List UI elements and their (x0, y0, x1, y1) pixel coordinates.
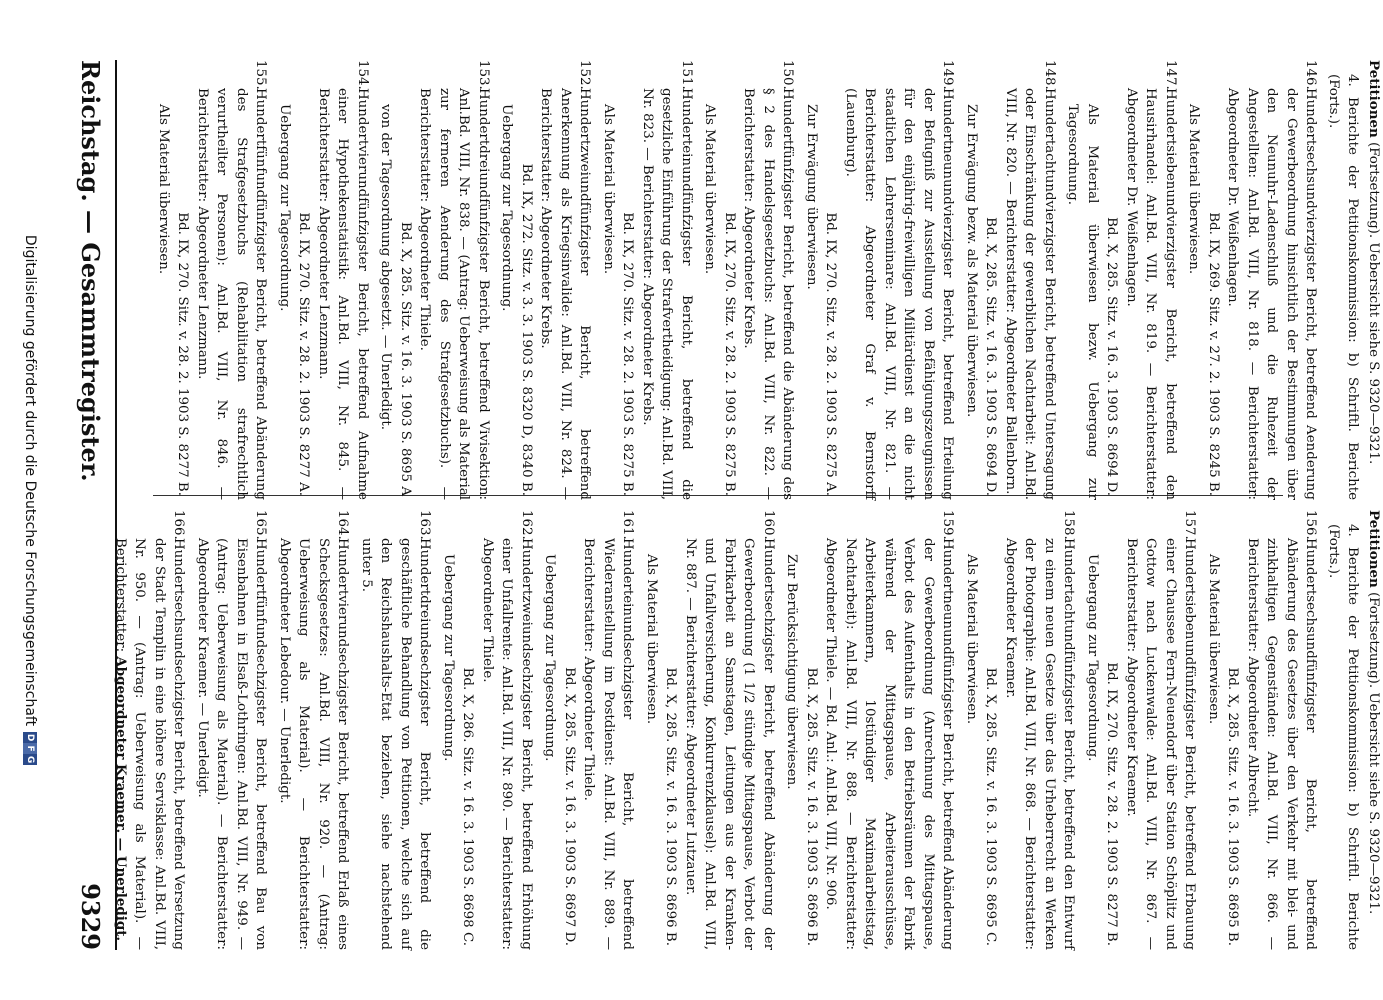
section-title (1364, 60, 1383, 500)
entry-decision: Als Material überwiesen. (601, 104, 616, 275)
entry-body: Hundertsiebenundvierzigster Bericht, betreffend den Hausirhandel: Anl.Bd. VIII, Nr. 819. — Berichterstatter: Abgeordneter Dr. Weißenhagen. (1124, 88, 1178, 500)
petition-entry (1083, 510, 1200, 950)
entry-text (841, 88, 958, 500)
entry-number: 147. (1163, 60, 1178, 90)
entry-number: 151. (679, 60, 694, 90)
entry-text (415, 88, 493, 500)
entry-reference: Bd. X, 285. Sitz. v. 16. 3. 1903 S. 8694 D. (1104, 217, 1120, 496)
entry-body: Hundertsechsundvierzigster Bericht, betreffend Aenderung der Gewerbeordnung hinsichtlich der Bestimmungen über den Neunuhr-Ladenschluß und die Ruhezeit der Angestellten: Anl.Bd. VIII, Nr. 818. — Berichterstatter: Abgeordneter Dr. Weißenhagen. (1225, 88, 1319, 500)
entry-decision: Uebergang zur Tagesordnung. (441, 554, 456, 762)
entry-reference: Bd. IX, 270. Sitz. v. 28. 2. 1903 S. 8277 B. (175, 212, 191, 496)
entry-body: Hundertvierundsechzigster Bericht, betreffend Erlaß eines Schecksgesetzes: Anl.Bd. VIII, Nr. 920. — (Antrag: Ueberweisung als Material). — Berichterstatter: Abgeordneter Lebedour. — Unerledigt. (277, 538, 351, 950)
petition-entry (782, 510, 958, 950)
entry-text (111, 538, 189, 950)
entry-text (1001, 538, 1079, 950)
entry-body: Hundertneunundvierzigster Bericht, betreffend Erteilung der Befugniß zur Ausstellung von Befähigungszeugnissen für den einjährig-freiwilligen Militärdienst an die nicht staatlichen Lehrerseminare: Anl.Bd. VIII, Nr. 821. — Berichterstatter: Abgeordneter Graf v. Bernstorff (Lauenburg). (843, 88, 956, 500)
entry-number: 162. (519, 510, 534, 540)
entry-number: 152. (577, 60, 593, 90)
page-header (71, 60, 111, 950)
entry-reference: Bd. IX, 270. Sitz. v. 28. 2. 1903 S. 8275 A. (823, 212, 839, 496)
entry-reference: Bd. IX, 269. Sitz. v. 27. 2. 1903 S. 8245 B. (1206, 212, 1221, 496)
entry-body: Hundertsechsundfünfzigster Bericht, betreffend Abänderung des Gesetzes über den Verkehr mit blei- und zinkhaltigen Gegenständen: Anl.Bd. VIII, Nr. 866. — Berichterstatter: Abgeordneter Albrecht. (1245, 538, 1319, 950)
petition-entry (700, 60, 798, 500)
petition-entry (111, 510, 189, 950)
right-column (113, 510, 1383, 950)
entry-text (536, 88, 595, 500)
entry-number: 164. (335, 510, 351, 540)
petition-entry (1184, 60, 1321, 500)
entry-text (1243, 538, 1321, 950)
entry-number: 166. (171, 510, 187, 540)
entry-decision: Uebergang zur Tagesordnung. (499, 104, 515, 312)
running-title: Reichstag. — Gesammtregister. (76, 60, 106, 482)
footer (17, 0, 43, 1000)
entry-number: 158. (1061, 510, 1077, 540)
petition-entry (275, 510, 353, 950)
entry-number: 157. (1182, 510, 1198, 540)
section-title-bold: Petitionen (1366, 510, 1382, 588)
entry-text (1122, 538, 1200, 950)
entry-decision: Als Material überwiesen. (156, 104, 171, 275)
entry-decision: Als Material überwiesen bezw. Uebergang zur Tagesordnung. (1065, 104, 1100, 500)
entry-reference: Bd. X, 285. Sitz. v. 16. 3. 1903 S. 8697 D. (562, 667, 577, 946)
entry-body: Hundertfünfundsechzigster Bericht, betreffend Bau von Eisenbahnen in Elsaß-Lothringen: Anl.Bd. VIII, Nr. 949. — (Antrag: Ueberweisung als Material). — Berichterstatter: Abgeordneter Kraemer. — Unerledigt. (195, 538, 269, 950)
entry-body: Hundertfünfzigster Bericht, betreffend die Abänderung des § 2 des Handelsgesetzbuchs: Anl.Bd. VIII, Nr. 822. — Berichterstatter: Abgeordneter Krebs. (741, 88, 796, 500)
entry-reference: Bd. IX, 272. Sitz. v. 3. 3. 1903 S. 8320 D, 8340 B. (519, 163, 534, 496)
entry-decision: Zur Erwägung überwiesen. (804, 104, 819, 290)
entry-text (1122, 88, 1181, 500)
entry-number: 150. (780, 60, 796, 90)
petition-entry (439, 510, 537, 950)
entry-text (275, 538, 353, 950)
entry-decision: Zur Berücksichtigung überwiesen. (784, 554, 800, 790)
petition-entry (540, 510, 638, 950)
petition-entry (193, 510, 271, 950)
entry-reference: Bd. X, 285. Sitz. v. 16. 3. 1903 S. 8696 B. (804, 667, 819, 946)
dfg-logo (23, 732, 37, 765)
entry-decision: Als Material überwiesen. (964, 554, 979, 725)
entry-number: 148. (1042, 60, 1057, 90)
entry-number: 146. (1303, 60, 1319, 90)
section-subtitle: 4. Berichte der Petitionskommission: b) Schriftl. Berichte (Forts.). (1326, 524, 1361, 950)
entry-reference: Bd. IX, 270. Sitz. v. 28. 2. 1903 S. 8277 B. (1104, 662, 1120, 946)
section-title-bold: Petitionen (1366, 60, 1382, 138)
entry-decision: Uebergang zur Tagesordnung. (1085, 554, 1100, 762)
entry-text (638, 88, 697, 500)
petition-entry (962, 510, 1079, 950)
entry-number: 163. (417, 510, 433, 540)
entry-number: 149. (940, 60, 956, 90)
section-title-rest: (Fortsetzung). Uebersicht siehe S. 9320—9321. (1366, 587, 1381, 915)
entry-text (579, 538, 638, 950)
entry-reference: Bd. X, 285. Sitz. v. 16. 3. 1903 S. 8695 A (398, 221, 413, 496)
entry-decision: Als Material überwiesen. (1206, 554, 1221, 725)
petition-entry (376, 60, 493, 500)
petition-entry (962, 60, 1060, 500)
entry-text (739, 88, 798, 500)
entry-decision: Als Material überwiesen. (644, 554, 659, 725)
entry-text (1001, 88, 1060, 500)
petition-entry (1063, 60, 1180, 500)
entry-body: Hundertachtundvierzigster Bericht, betreffend Untersagung oder Einschränkung der gewerblichen Nachtarbeit: Anl.Bd. VIII, Nr. 820. — Berichterstatter: Abgeordneter Ballenborn. (1003, 88, 1057, 500)
entry-decision: Uebergang zur Tagesordnung. (542, 554, 558, 762)
entry-decision: Als Material überwiesen. (702, 104, 718, 275)
entry-text (357, 538, 435, 950)
petition-entry (1204, 510, 1321, 950)
entry-body: Hundertsechzigster Bericht, betreffend Abänderung der Gewerbeordnung (1 1/2 stündige Mittagspause, Verbot der Fabrikarbeit an Samstagen, Leitungen aus der Kranken- und Unfallversicherung, Konkurrenzklausel): Anl.Bd. VIII, Nr. 887. — Berichterstatter: Abgeordneter Lutzauer. (683, 538, 776, 950)
entry-reference: Bd. IX, 270. Sitz. v. 28. 2. 1903 S. 8277 A. (296, 212, 312, 496)
entry-list (111, 510, 1321, 950)
entry-number: 153. (476, 60, 491, 90)
entry-reference: Bd. X, 286. Sitz. v. 16. 3. 1903 S. 8698 C. (460, 667, 476, 946)
petition-entry (599, 60, 697, 500)
entry-body: Hundertfünfundfünfzigster Bericht, betreffend Abänderung des Strafgesetzbuchs (Rehabilitation strafrechtlich verurtheilter Personen): Anl.Bd. VIII, Nr. 846. — Berichterstatter: Abgeordneter Lenzmann. (195, 88, 269, 500)
entry-body: Hundertzweiundsechzigster Bericht, betreffend Erhöhung einer Unfallrente: Anl.Bd. VIII, Nr. 890. — Berichterstatter: Abgeordneter Thiele. (480, 538, 534, 950)
entry-text (193, 538, 271, 950)
entry-decision: von der Tagesordnung abgesetzt. — Unerledigt. (378, 104, 394, 430)
entry-body: Hunderteinundsechzigster Bericht, betreffend Wiederanstellung im Postdienst: Anl.Bd. VIII, Nr. 889. — Berichterstatter: Abgeordneter Thiele. (581, 538, 636, 950)
entry-decision: Zur Erwägung bezw. als Material überwiesen. (964, 104, 979, 418)
entry-reference: Bd. IX, 270. Sitz. v. 28. 2. 1903 S. 8275 B. (620, 212, 636, 496)
entry-number: 155. (253, 60, 269, 90)
entry-number: 165. (253, 510, 269, 540)
entry-body: Hundertzweiundfünfzigster Bericht, betreffend Anerkennung als Kriegsinvalide: Anl.Bd. VIII, Nr. 824. — Berichterstatter: Abgeordneter Krebs. (538, 88, 593, 500)
petition-entry (154, 60, 271, 500)
logo-letter-g: G (25, 755, 35, 764)
entry-text (681, 538, 779, 950)
petition-entry (357, 510, 435, 950)
entry-body: Hundertachtundfünfzigster Bericht, betreffend den Entwurf zu einem neuen Gesetze über das Urheberrecht an Werken der Photographie: Anl.Bd. VIII, Nr. 868. — Berichterstatter: Abgeordneter Kraemer. (1003, 538, 1077, 950)
entry-body: Hundertneunundfünfzigster Bericht, betreffend Abänderung der Gewerbeordnung (Anrechnung des Mittagspause, Verbot des Aufenthalts in den Betriebsräumen der Fabrik während der Mittagspause, Arbeiterausschüsse, Arbeiterkammern, 10stündiger Maximalarbeitstag, Nachtarbeit): Anl.Bd. VIII, Nr. 888. — Berichterstatter: Abgeordneter Thiele. — Bd. Anl.: Anl.Bd. VIII, Nr. 906. (823, 538, 956, 950)
entry-text (193, 88, 271, 500)
entry-reference: Bd. X, 285. Sitz. v. 16. 3. 1903 S. 8695 C. (983, 667, 999, 946)
petition-entry (642, 510, 779, 950)
entry-text (821, 538, 958, 950)
entry-body: Hunderteinundfünfzigster Bericht, betreffend die gesetzliche Einführung der Strafvertheidigung: Anl.Bd. VIII, Nr. 823. — Berichterstatter: Abgeordneter Krebs. (640, 88, 694, 500)
entry-reference: Bd. X, 285. Sitz. v. 16. 3. 1903 S. 8696 B. (663, 667, 679, 946)
entry-number: 159. (940, 510, 956, 540)
section-subtitle: 4. Berichte der Petitionskommission: b) Schriftl. Berichte (Forts.). (1326, 74, 1361, 500)
entry-text (478, 538, 537, 950)
entry-body: Hundertdreiundfünfzigster Bericht, betreffend Vivisektion: Anl.Bd. VIII, Nr. 838. — (Antrag: Ueberweisung als Material zur ferneren Aenderung des Strafgesetzbuchs). — Berichterstatter: Abgeordneter Thiele. (417, 88, 491, 500)
entry-reference: Bd. IX, 270. Sitz. v. 28. 2. 1903 S. 8275 B. (722, 212, 737, 496)
entry-text (314, 88, 373, 500)
petition-entry (497, 60, 595, 500)
entry-body: Hundertdreiundsechzigster Bericht, betreffend die geschäftliche Behandlung von Petitionen, welche sich auf den Reichshaushalts-Etat beziehen, siehe nachstehend unter 5. (359, 538, 433, 950)
entry-number: 154. (355, 60, 370, 90)
funding-credit: Digitalisierung gefördert durch die Deutsche Forschungsgemeinschaft (22, 234, 38, 727)
entry-number: 156. (1303, 510, 1319, 540)
entry-body: Hundertvierundfünfzigster Bericht, betreffend Aufnahme einer Hypothekenstatistik: Anl.Bd. VIII, Nr. 845. — Berichterstatter: Abgeordneter Lenzmann. (316, 88, 370, 500)
logo-letter-f: F (23, 743, 37, 754)
section-title-rest: (Fortsetzung). Uebersicht siehe S. 9320—9321. (1366, 137, 1381, 465)
entry-decision: Als Material überwiesen. (1186, 104, 1202, 275)
entry-reference: Bd. X, 285. Sitz. v. 16. 3. 1903 S. 8694 D. (983, 217, 999, 496)
entry-number: 161. (620, 510, 636, 540)
entry-decision: Uebergang zur Tagesordnung. (277, 104, 292, 312)
entry-body: Hundertsechsundsechzigster Bericht, betreffend Versetzung der Stadt Templin in eine höhere Servisklasse: Anl.Bd. VIII, Nr. 950. — (Antrag: Ueberweisung als Material). — Berichterstatter: (113, 538, 187, 950)
left-column (128, 60, 1383, 500)
entry-text (1223, 88, 1321, 500)
entry-list (154, 60, 1321, 500)
entry-text-bold: Abgeordneter Kraemer. — Unerledigt. (113, 656, 129, 942)
section-title (1364, 510, 1383, 950)
page-number: 9329 (76, 883, 106, 950)
logo-letter-d: D (25, 733, 35, 742)
petition-entry (802, 60, 958, 500)
petition-entry (275, 60, 373, 500)
entry-reference: Bd. X, 285. Sitz. v. 16. 3. 1903 S. 8695 B. (1225, 667, 1241, 946)
entry-number: 160. (761, 510, 776, 540)
entry-body: Hundertsiebenundfünfzigster Bericht, betreffend Erbauung einer Chaussee Fern-Neuendorf über Station Schöplitz und Gottow nach Luckenwalde: Anl.Bd. VIII, Nr. 867. — Berichterstatter: Abgeordneter Kraemer. (1124, 538, 1198, 950)
